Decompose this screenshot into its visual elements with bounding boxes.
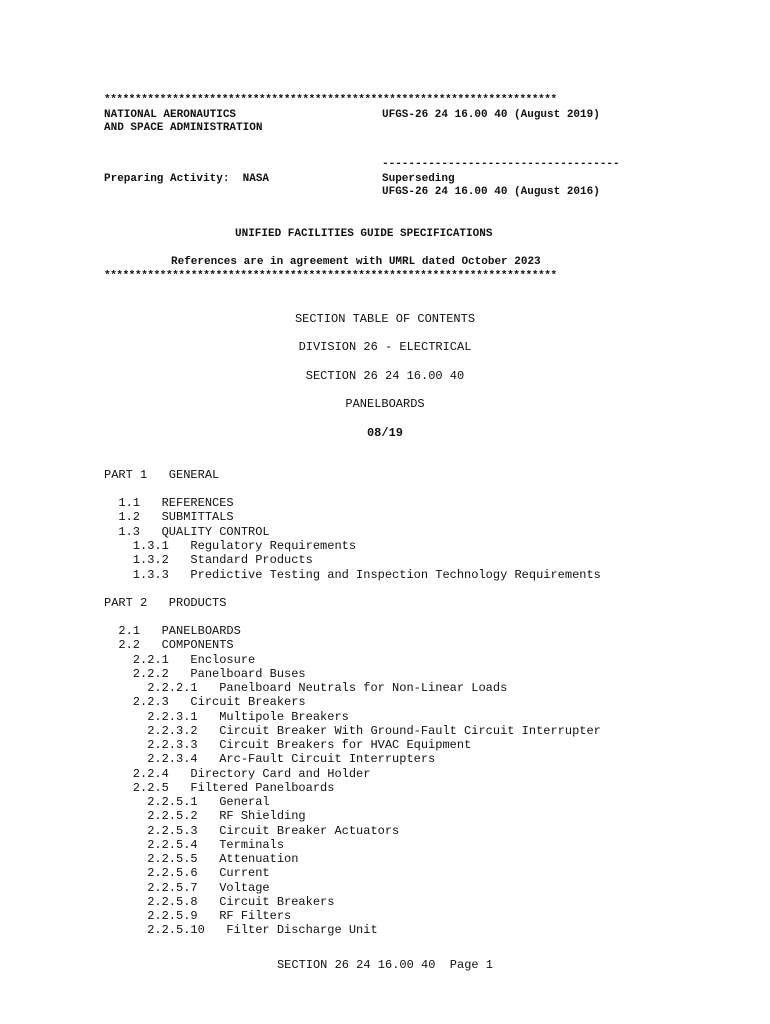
section-toc-title: SECTION TABLE OF CONTENTS: [294, 312, 476, 326]
toc-entry: 1.3.3 Predictive Testing and Inspection Technology Requirements: [104, 568, 601, 582]
toc-entry: 2.2.3.4 Arc-Fault Circuit Interrupters: [104, 752, 436, 766]
part2-heading: PART 2 PRODUCTS: [104, 596, 227, 610]
toc-entry: 2.2.3 Circuit Breakers: [104, 695, 306, 709]
preparing-activity: Preparing Activity: NASA: [104, 173, 270, 185]
toc-entry: 2.2.3.3 Circuit Breakers for HVAC Equipment: [104, 738, 472, 752]
toc-entry: 2.2.1 Enclosure: [104, 653, 256, 667]
toc-entry: 2.2.5.3 Circuit Breaker Actuators: [104, 824, 400, 838]
toc-entry: 2.2.5.8 Circuit Breakers: [104, 895, 335, 909]
agency-name-line1: NATIONAL AERONAUTICS: [104, 109, 237, 121]
superseded-spec: UFGS-26 24 16.00 40 (August 2016): [382, 186, 600, 198]
toc-entry: 2.2.5.5 Attenuation: [104, 852, 299, 866]
section-number: SECTION 26 24 16.00 40: [305, 369, 465, 383]
toc-entry: 1.1 REFERENCES: [104, 496, 234, 510]
toc-entry: 2.2.5 Filtered Panelboards: [104, 781, 335, 795]
spec-id: UFGS-26 24 16.00 40 (August 2019): [382, 109, 600, 121]
toc-entry: 1.3.1 Regulatory Requirements: [104, 539, 357, 553]
toc-entry: 2.2.3.2 Circuit Breaker With Ground-Fault Circuit Interrupter: [104, 724, 601, 738]
section-title: PANELBOARDS: [345, 397, 425, 411]
division-title: DIVISION 26 - ELECTRICAL: [298, 340, 472, 354]
toc-entry: 2.2.5.6 Current: [104, 866, 270, 880]
toc-entry: 2.2.5.9 RF Filters: [104, 909, 292, 923]
toc-entry: 1.3 QUALITY CONTROL: [104, 525, 270, 539]
toc-entry: 1.3.2 Standard Products: [104, 553, 313, 567]
superseding-label: Superseding: [382, 173, 455, 185]
agency-name-line2: AND SPACE ADMINISTRATION: [104, 122, 263, 134]
document-title: UNIFIED FACILITIES GUIDE SPECIFICATIONS: [235, 228, 493, 240]
toc-entry: 2.2.2.1 Panelboard Neutrals for Non-Linear Loads: [104, 681, 508, 695]
references-note: References are in agreement with UMRL dated October 2023: [171, 256, 541, 268]
toc-entry: 2.1 PANELBOARDS: [104, 624, 241, 638]
toc-entry: 2.2.2 Panelboard Buses: [104, 667, 306, 681]
toc-entry: 2.2.5.7 Voltage: [104, 881, 270, 895]
toc-entry: 2.2.5.1 General: [104, 795, 270, 809]
toc-entry: 2.2.5.10 Filter Discharge Unit: [104, 923, 378, 937]
bottom-asterisk-rule: *************************************************************************: [104, 270, 557, 282]
toc-entry: 2.2.4 Directory Card and Holder: [104, 767, 371, 781]
toc-entry: 2.2.5.4 Terminals: [104, 838, 285, 852]
toc-entry: 2.2.3.1 Multipole Breakers: [104, 710, 349, 724]
top-asterisk-rule: *************************************************************************: [104, 94, 557, 106]
date-code: 08/19: [366, 426, 403, 440]
toc-entry: 1.2 SUBMITTALS: [104, 510, 234, 524]
toc-entry: 2.2.5.2 RF Shielding: [104, 809, 306, 823]
part1-heading: PART 1 GENERAL: [104, 468, 220, 482]
page-footer: SECTION 26 24 16.00 40 Page 1: [276, 958, 494, 972]
dashed-rule: ------------------------------------: [382, 158, 620, 170]
toc-entry: 2.2 COMPONENTS: [104, 638, 234, 652]
